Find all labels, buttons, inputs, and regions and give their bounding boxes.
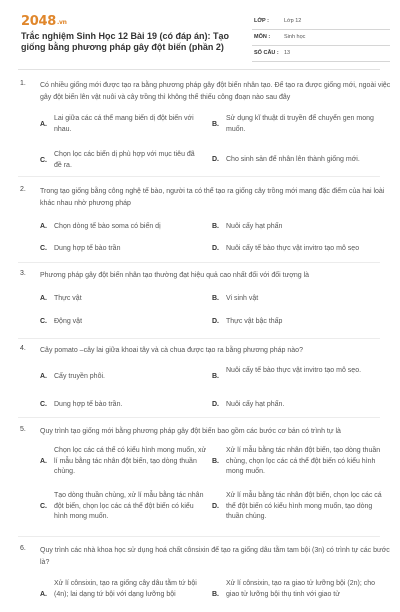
option-letter: D. xyxy=(212,503,219,510)
option-letter: B. xyxy=(212,373,219,380)
option-c[interactable] xyxy=(40,150,210,172)
option-letter: C. xyxy=(40,245,47,252)
option-text: Nuôi cấy tế bào thực vật invitro tạo mô sẹo. xyxy=(226,367,362,374)
option-letter: B. xyxy=(212,591,219,598)
question-number: 1. xyxy=(20,80,26,87)
option-text: Chọn lọc các cá thể có kiểu hình mong muốn, xử lí mẫu bằng tác nhân đột biến, tạo dòng thuần chủng. xyxy=(54,447,207,475)
question-divider xyxy=(18,536,380,537)
question-number: 2. xyxy=(20,186,26,193)
question-text: Quy trình tạo giống mới bằng phương pháp gây đột biến bao gồm các bước cơ bản có trình tự là xyxy=(40,428,341,435)
option-text: Cho sinh sản để nhân lên thành giống mới. xyxy=(226,156,360,163)
option-b[interactable] xyxy=(212,579,387,612)
option-text: Lai giữa các cá thể mang biến dị đột biến với nhau. xyxy=(54,115,194,133)
info-value: Sinh học xyxy=(284,34,306,40)
option-b[interactable] xyxy=(212,114,387,136)
info-label: SỐ CÂU : xyxy=(254,50,279,56)
option-a[interactable] xyxy=(40,114,210,136)
question-number: 4. xyxy=(20,345,26,352)
question-number: 6. xyxy=(20,545,26,552)
option-letter: D. xyxy=(212,156,219,163)
question-number: 3. xyxy=(20,270,26,277)
question-text: Phương pháp gây đột biến nhân tạo thường đạt hiệu quả cao nhất đối với đối tượng là xyxy=(40,272,310,279)
option-letter: A. xyxy=(40,373,47,380)
option-text: Chọn lọc các biến dị phù hợp với mục tiêu đã đề ra. xyxy=(54,151,195,169)
info-value: 13 xyxy=(284,50,291,56)
header-divider xyxy=(18,69,380,70)
info-label: LỚP : xyxy=(254,18,269,24)
option-text: Chọn dòng tế bào soma có biến dị xyxy=(54,223,161,230)
option-letter: D. xyxy=(212,401,219,408)
option-text: Thực vật xyxy=(54,295,82,302)
logo-text: 2048 xyxy=(21,14,56,29)
question-text: Quy trình các nhà khoa học sử dụng hoá chất cônsixin để tạo ra giống dâu tằm tam bội (3n) có trình tự các bước là? xyxy=(40,547,390,566)
document-title: Trắc nghiệm Sinh Học 12 Bài 19 (có đáp án): Tạo giống bằng phương pháp gây đột biến (phần 2) xyxy=(21,31,230,52)
document-header xyxy=(0,0,400,64)
info-row-subject xyxy=(252,30,390,46)
option-letter: A. xyxy=(40,295,47,302)
option-text: Xử lí cônsixin, tạo ra giao tử lưỡng bội (2n); cho giao tử lưỡng bội thụ tinh với giao tử xyxy=(226,580,375,598)
question-divider xyxy=(18,176,380,177)
option-text: Xử lí cônsixin, tạo ra giống cây dâu tằm tứ bội (4n); lai dạng tứ bội với dạng lưỡng bội xyxy=(54,580,197,598)
option-letter: A. xyxy=(40,591,47,598)
option-text: Tạo dòng thuần chủng, xử lí mẫu bằng tác nhân đột biến, chọn lọc các cá thể đột biến có kiểu hình mong muốn. xyxy=(54,492,204,520)
option-b[interactable] xyxy=(212,446,387,479)
option-text: Cấy truyền phôi. xyxy=(54,373,105,380)
info-label: MÔN : xyxy=(254,34,271,40)
option-d[interactable] xyxy=(212,491,387,524)
info-row-class xyxy=(252,14,390,30)
option-b[interactable] xyxy=(212,366,387,388)
option-text: Động vật xyxy=(54,318,83,325)
option-text: Thực vật bậc thấp xyxy=(226,318,283,325)
question-text: Cây pomato –cây lai giữa khoai tây và cà chua được tạo ra bằng phương pháp nào? xyxy=(40,347,303,354)
option-letter: B. xyxy=(212,121,219,128)
question-number: 5. xyxy=(20,426,26,433)
option-a[interactable] xyxy=(40,579,210,612)
option-text: Xử lí mẫu bằng tác nhân đột biến, tạo dòng thuần chủng, chọn lọc các cá thể đột biến có kiểu hình mong muốn. xyxy=(226,447,381,475)
option-letter: B. xyxy=(212,295,219,302)
info-row-count xyxy=(252,46,390,62)
option-text: Nuôi cấy hạt phấn. xyxy=(226,401,285,408)
option-text: Nuôi cấy hạt phấn xyxy=(226,223,283,230)
option-text: Nuôi cấy tế bào thực vật invitro tạo mô sẹo xyxy=(226,245,360,252)
option-letter: B. xyxy=(212,458,219,465)
option-letter: A. xyxy=(40,121,47,128)
info-value: Lớp 12 xyxy=(284,18,302,24)
option-text: Xử lí mẫu bằng tác nhân đột biến, chọn lọc các cá thể đột biến có kiểu hình mong muốn, tạo dòng thuần chủng. xyxy=(226,492,382,520)
option-letter: D. xyxy=(212,245,219,252)
option-letter: D. xyxy=(212,318,219,325)
option-text: Sử dụng kĩ thuật di truyền để chuyển gen mong muốn. xyxy=(226,115,374,133)
site-logo[interactable] xyxy=(21,14,67,29)
option-letter: C. xyxy=(40,157,47,164)
option-c[interactable] xyxy=(40,491,210,524)
question-divider xyxy=(18,417,380,418)
question-text: Trong tạo giống bằng công nghệ tế bào, người ta có thể tạo ra giống cây trồng mới mang đặc điểm của hai loài khác nhau nhờ phương pháp xyxy=(40,188,385,207)
option-letter: A. xyxy=(40,458,47,465)
logo-suffix: .vn xyxy=(56,19,67,26)
option-letter: C. xyxy=(40,318,47,325)
option-letter: C. xyxy=(40,503,47,510)
option-text: Vi sinh vật xyxy=(226,295,259,302)
option-letter: B. xyxy=(212,223,219,230)
option-text: Dung hợp tế bào trần xyxy=(54,245,121,252)
option-letter: C. xyxy=(40,401,47,408)
info-table xyxy=(252,14,390,62)
question-divider xyxy=(18,262,380,263)
option-text: Dung hợp tế bào trần. xyxy=(54,401,123,408)
option-letter: A. xyxy=(40,223,47,230)
question-text: Có nhiều giống mới được tạo ra bằng phương pháp gây đột biến nhân tạo. Để tạo ra được giống mới, ngoài việc gây đột biến lên vật nuôi và cây trồng thì không thể thiếu công đoạn nào sau đây xyxy=(40,82,391,101)
question-divider xyxy=(18,338,380,339)
option-a[interactable] xyxy=(40,446,210,479)
